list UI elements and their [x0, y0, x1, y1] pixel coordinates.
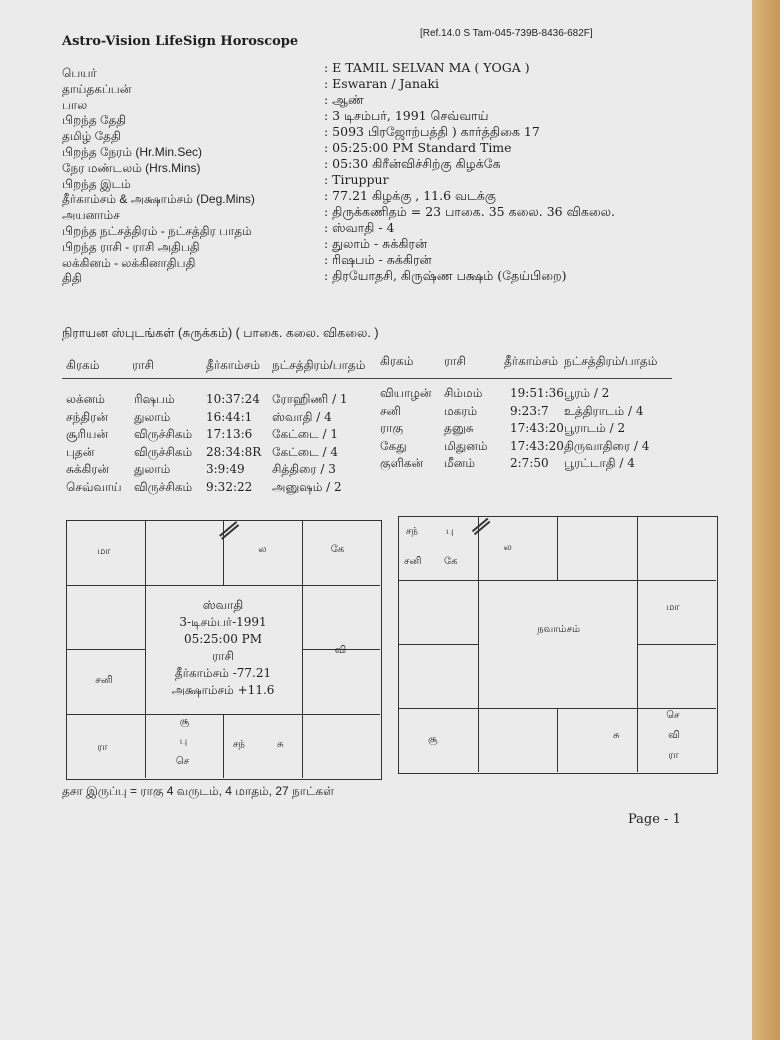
detail-label: தீர்காம்சம் & அக்ஷாம்சம் (Deg.Mins) — [62, 192, 255, 207]
table-cell: விருச்சிகம் — [134, 444, 193, 459]
table-cell: ரிஷபம் — [134, 392, 175, 406]
house-text: பு — [179, 735, 188, 747]
table-cell: ஸ்வாதி / 4 — [272, 409, 332, 424]
table-cell: 17:43:20 — [510, 421, 564, 435]
grid-line — [66, 649, 145, 650]
detail-label: தமிழ் தேதி — [62, 129, 121, 144]
table-cell: 3:9:49 — [206, 462, 245, 476]
house-text: வி — [334, 645, 347, 656]
grid-line — [637, 516, 638, 772]
detail-label: பிறந்த இடம் — [62, 176, 131, 191]
center-line: ஸ்வாதி — [202, 597, 244, 612]
table-cell: 28:34:8R — [206, 444, 262, 459]
page-number: Page - 1 — [628, 812, 681, 827]
detail-label: திதி — [62, 271, 82, 286]
table-cell: சித்திரை / 3 — [272, 462, 336, 476]
detail-value: : திருக்கணிதம் = 23 பாகை. 35 கலை. 36 விகலை. — [324, 204, 615, 219]
table-cell: 17:13:6 — [206, 427, 253, 441]
table-cell: சூரியன் — [66, 427, 109, 441]
detail-value: : 5093 பிரஜோற்பத்தி ) கார்த்திகை 17 — [324, 124, 540, 139]
table-cell: திருவாதிரை / 4 — [564, 438, 650, 453]
detail-value: : E TAMIL SELVAN MA ( YOGA ) — [324, 60, 530, 75]
center-line: ராசி — [212, 648, 234, 663]
detail-value: : 77.21 கிழக்கு , 11.6 வடக்கு — [324, 188, 496, 203]
table-header: ராசி — [132, 358, 154, 372]
detail-label: லக்கினம் - லக்கினாதிபதி — [62, 255, 196, 270]
center-line: 3-டிசம்பர்-1991 — [179, 614, 267, 629]
house-text: மா — [666, 602, 680, 613]
table-header: தீர்காம்சம் — [206, 358, 260, 372]
grid-line — [557, 708, 558, 772]
table-cell: 16:44:1 — [206, 409, 253, 424]
house-text: சூ — [428, 733, 438, 745]
table-header: கிரகம் — [380, 354, 414, 368]
table-cell: விருச்சிகம் — [134, 427, 193, 441]
house-text: ரா — [97, 741, 108, 753]
reference-code: [Ref.14.0 S Tam-045-739B-8436-682F] — [420, 28, 593, 39]
table-cell: அனுஷம் / 2 — [272, 479, 342, 494]
grid-line — [398, 580, 716, 581]
detail-value: : துலாம் - சுக்கிரன் — [324, 236, 428, 251]
grid-line — [398, 644, 478, 645]
table-cell: 10:37:24 — [206, 392, 260, 406]
house-text: கே — [330, 544, 345, 556]
table-header: தீர்காம்சம் — [504, 354, 558, 368]
detail-label: தாய்தகப்பன் — [62, 81, 132, 96]
house-text: கே — [444, 556, 458, 567]
table-header: கிரகம் — [66, 358, 100, 372]
detail-value: : 05:25:00 PM Standard Time — [324, 140, 512, 155]
navamsa-center: நவாம்சம் — [537, 624, 581, 636]
detail-label: பெயர் — [62, 66, 97, 80]
table-cell: பூராடம் / 2 — [564, 421, 626, 435]
detail-label: பால — [62, 97, 88, 112]
table-surface — [752, 0, 780, 1040]
table-cell: புதன் — [66, 444, 95, 459]
section-title: நிராயன ஸ்புடங்கள் (சுருக்கம்) ( பாகை. கலை. விகலை. ) — [62, 326, 379, 340]
detail-value: : திரயோதசி, கிருஷ்ண பக்ஷம் (தேய்பிறை) — [324, 268, 567, 283]
table-cell: சுக்கிரன் — [66, 462, 110, 476]
house-text: சனி — [95, 675, 113, 687]
detail-value: : Tiruppur — [324, 172, 389, 187]
house-text: வி — [668, 730, 680, 741]
table-cell: பூரட்டாதி / 4 — [564, 456, 635, 470]
table-cell: தனுசு — [444, 421, 474, 435]
detail-value: : ஸ்வாதி - 4 — [324, 220, 395, 235]
table-cell: மகரம் — [444, 403, 478, 418]
table-cell: சனி — [380, 403, 401, 418]
table-cell: 17:43:20 — [510, 438, 564, 453]
grid-line — [66, 585, 380, 586]
table-cell: 2:7:50 — [510, 456, 549, 470]
table-cell: துலாம் — [134, 462, 171, 476]
table-header: நட்சத்திரம்/பாதம் — [272, 358, 366, 372]
house-text: செ — [175, 755, 190, 767]
table-cell: 9:23:7 — [510, 403, 549, 418]
house-text: செ — [666, 710, 680, 721]
table-cell: சந்திரன் — [66, 409, 109, 424]
center-line: 05:25:00 PM — [183, 631, 263, 646]
detail-label: நேர மண்டலம் (Hrs.Mins) — [62, 160, 201, 175]
table-cell: லக்னம் — [66, 392, 105, 406]
table-cell: விருச்சிகம் — [134, 479, 193, 494]
grid-line — [302, 520, 303, 778]
detail-value: : ஆண் — [324, 92, 364, 107]
table-cell: கேது — [380, 438, 407, 453]
detail-label: பிறந்த நேரம் (Hr.Min.Sec) — [62, 145, 203, 159]
house-text: சந் — [406, 526, 418, 537]
grid-line — [637, 644, 717, 645]
table-cell: மிதுனம் — [444, 438, 488, 453]
detail-value: : Eswaran / Janaki — [324, 76, 440, 91]
detail-label: அயனாம்ச — [62, 208, 120, 223]
detail-label: பிறந்த தேதி — [62, 113, 127, 128]
table-cell: கேட்டை / 1 — [272, 427, 338, 441]
table-cell: ரோஹிணி / 1 — [272, 392, 348, 406]
table-cell: ராகு — [380, 421, 404, 435]
table-cell: உத்திராடம் / 4 — [564, 403, 644, 418]
house-text: பு — [446, 526, 454, 537]
house-text: சந் — [233, 739, 245, 751]
detail-label: பிறந்த நட்சத்திரம் - நட்சத்திர பாதம் — [62, 224, 252, 238]
house-text: ல — [503, 542, 512, 553]
detail-value: : 3 டிசம்பர், 1991 செவ்வாய் — [324, 108, 489, 123]
grid-line — [223, 714, 224, 779]
house-text: சு — [277, 739, 284, 751]
table-cell: சிம்மம் — [444, 386, 483, 400]
house-text: சூ — [179, 715, 190, 727]
table-cell: கேட்டை / 4 — [272, 444, 338, 459]
detail-value: : 05:30 கிரீன்விச்சிற்கு கிழக்கே — [324, 156, 501, 171]
detail-label: பிறந்த ராசி - ராசி அதிபதி — [62, 239, 200, 254]
center-line: தீர்காம்சம் -77.21 — [174, 665, 272, 680]
table-cell: 9:32:22 — [206, 479, 253, 494]
detail-value: : ரிஷபம் - சுக்கிரன் — [324, 252, 432, 267]
table-cell: செவ்வாய் — [66, 479, 122, 494]
table-cell: வியாழன் — [380, 386, 432, 400]
house-text: ல — [258, 544, 267, 556]
table-header: ராசி — [444, 354, 466, 368]
grid-line — [557, 516, 558, 580]
table-header: நட்சத்திரம்/பாதம் — [564, 354, 658, 368]
document-title: Astro-Vision LifeSign Horoscope — [62, 34, 299, 49]
center-line: அக்ஷாம்சம் +11.6 — [171, 682, 275, 697]
grid-line — [478, 516, 479, 772]
dasa-balance: தசா இருப்பு = ராகு 4 வருடம், 4 மாதம், 27 நாட்கள் — [62, 784, 335, 798]
rasi-center — [145, 597, 302, 699]
house-text: ரா — [668, 750, 679, 761]
table-cell: 19:51:36 — [510, 386, 564, 400]
house-text: சனி — [404, 556, 422, 567]
house-text: சு — [613, 729, 620, 741]
table-cell: பூரம் / 2 — [564, 386, 610, 400]
table-cell: குளிகன் — [380, 456, 424, 470]
table-cell: மீனம் — [444, 456, 475, 470]
table-rule — [62, 378, 672, 379]
house-text: மா — [97, 546, 111, 558]
table-cell: துலாம் — [134, 409, 171, 424]
